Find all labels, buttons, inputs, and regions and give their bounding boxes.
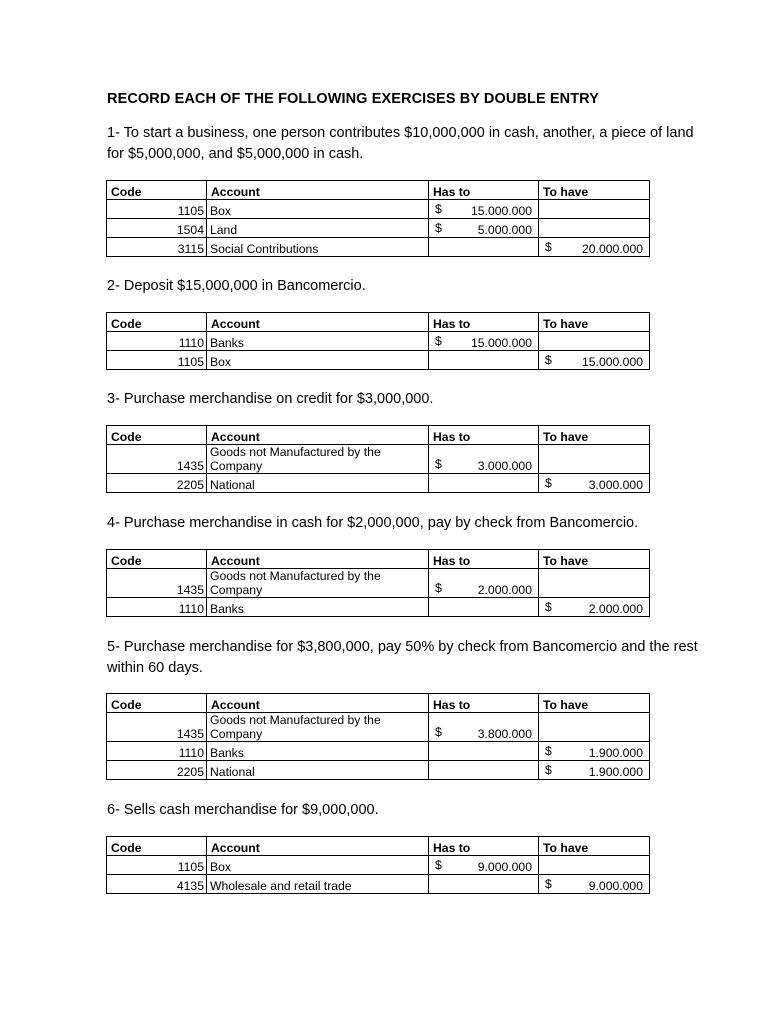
currency-symbol: $ xyxy=(435,725,442,739)
has-to-cell xyxy=(429,875,539,894)
currency-symbol: $ xyxy=(435,202,442,216)
has-to-cell xyxy=(429,238,539,257)
to-have-cell xyxy=(539,598,650,617)
account-name: Box xyxy=(207,200,429,219)
table-header-row xyxy=(107,550,650,569)
account-name: Wholesale and retail trade xyxy=(207,875,429,894)
header-code: Code xyxy=(107,550,207,569)
has-to-amount: 9.000.000 xyxy=(477,860,532,874)
to-have-amount: 2.000.000 xyxy=(588,602,643,616)
table-header-row xyxy=(107,837,650,856)
table-row xyxy=(107,332,650,351)
account-code: 2205 xyxy=(107,761,207,780)
header-account: Account xyxy=(207,313,429,332)
to-have-cell xyxy=(539,200,650,219)
header-account: Account xyxy=(207,837,429,856)
account-name: National xyxy=(207,761,429,780)
header-code: Code xyxy=(107,181,207,200)
to-have-cell xyxy=(539,332,650,351)
has-to-cell xyxy=(429,200,539,219)
account-code: 2205 xyxy=(107,474,207,493)
currency-symbol: $ xyxy=(545,600,552,614)
header-to-have: To have xyxy=(539,426,650,445)
exercise-prompt: 4- Purchase merchandise in cash for $2,000,000, pay by check from Bancomercio. xyxy=(107,515,639,531)
account-name: Goods not Manufactured by the Company xyxy=(207,713,429,742)
has-to-cell xyxy=(429,713,539,742)
table-row xyxy=(107,445,650,474)
journal-entry-table xyxy=(106,425,650,493)
account-code: 4135 xyxy=(107,875,207,894)
journal-entry-table xyxy=(106,549,650,617)
account-name: Banks xyxy=(207,742,429,761)
to-have-cell xyxy=(539,856,650,875)
account-name: Land xyxy=(207,219,429,238)
exercise-prompt: 2- Deposit $15,000,000 in Bancomercio. xyxy=(107,278,366,294)
table-row xyxy=(107,598,650,617)
currency-symbol: $ xyxy=(435,457,442,471)
account-name: Banks xyxy=(207,598,429,617)
header-to-have: To have xyxy=(539,550,650,569)
has-to-cell xyxy=(429,219,539,238)
account-code: 1110 xyxy=(107,598,207,617)
has-to-cell xyxy=(429,761,539,780)
has-to-cell xyxy=(429,598,539,617)
header-to-have: To have xyxy=(539,181,650,200)
journal-entry-table xyxy=(106,693,650,780)
table-row xyxy=(107,238,650,257)
journal-entry-table xyxy=(106,312,650,370)
to-have-cell xyxy=(539,219,650,238)
exercise-prompt: 6- Sells cash merchandise for $9,000,000. xyxy=(107,802,379,818)
account-code: 1435 xyxy=(107,569,207,598)
to-have-cell xyxy=(539,875,650,894)
table-header-row xyxy=(107,694,650,713)
account-name: Box xyxy=(207,856,429,875)
table-row xyxy=(107,713,650,742)
header-account: Account xyxy=(207,181,429,200)
has-to-amount: 5.000.000 xyxy=(477,223,532,237)
table-row xyxy=(107,200,650,219)
currency-symbol: $ xyxy=(545,877,552,891)
table-header-row xyxy=(107,313,650,332)
exercise-prompt: 1- To start a business, one person contributes $10,000,000 in cash, another, a piece of land for $5,000,000, and $5,000,000 in cash. xyxy=(107,125,694,162)
has-to-cell xyxy=(429,569,539,598)
account-code: 1105 xyxy=(107,200,207,219)
table-row xyxy=(107,569,650,598)
account-code: 1110 xyxy=(107,742,207,761)
to-have-amount: 15.000.000 xyxy=(582,355,643,369)
currency-symbol: $ xyxy=(435,221,442,235)
header-code: Code xyxy=(107,694,207,713)
to-have-cell xyxy=(539,474,650,493)
currency-symbol: $ xyxy=(435,334,442,348)
to-have-amount: 1.900.000 xyxy=(588,765,643,779)
has-to-cell xyxy=(429,332,539,351)
table-row xyxy=(107,351,650,370)
currency-symbol: $ xyxy=(545,353,552,367)
header-has-to: Has to xyxy=(429,694,539,713)
to-have-cell xyxy=(539,351,650,370)
account-code: 1105 xyxy=(107,351,207,370)
has-to-cell xyxy=(429,856,539,875)
to-have-cell xyxy=(539,761,650,780)
header-to-have: To have xyxy=(539,837,650,856)
account-code: 1435 xyxy=(107,445,207,474)
header-has-to: Has to xyxy=(429,181,539,200)
to-have-cell xyxy=(539,742,650,761)
to-have-cell xyxy=(539,238,650,257)
to-have-cell xyxy=(539,713,650,742)
table-row xyxy=(107,856,650,875)
to-have-amount: 3.000.000 xyxy=(588,478,643,492)
currency-symbol: $ xyxy=(545,240,552,254)
account-code: 3115 xyxy=(107,238,207,257)
journal-entry-table xyxy=(106,180,650,257)
header-has-to: Has to xyxy=(429,550,539,569)
account-name: Social Contributions xyxy=(207,238,429,257)
currency-symbol: $ xyxy=(545,744,552,758)
table-row xyxy=(107,875,650,894)
has-to-cell xyxy=(429,742,539,761)
account-name: Goods not Manufactured by the Company xyxy=(207,445,429,474)
currency-symbol: $ xyxy=(435,858,442,872)
journal-entry-table xyxy=(106,836,650,894)
table-row xyxy=(107,219,650,238)
to-have-amount: 20.000.000 xyxy=(582,242,643,256)
account-name: Box xyxy=(207,351,429,370)
table-header-row xyxy=(107,426,650,445)
header-code: Code xyxy=(107,837,207,856)
account-code: 1504 xyxy=(107,219,207,238)
table-row xyxy=(107,761,650,780)
header-account: Account xyxy=(207,550,429,569)
header-has-to: Has to xyxy=(429,426,539,445)
to-have-amount: 1.900.000 xyxy=(588,746,643,760)
has-to-amount: 15.000.000 xyxy=(471,336,532,350)
to-have-cell xyxy=(539,445,650,474)
account-code: 1110 xyxy=(107,332,207,351)
table-row xyxy=(107,474,650,493)
has-to-cell xyxy=(429,474,539,493)
has-to-amount: 2.000.000 xyxy=(477,583,532,597)
account-name: Goods not Manufactured by the Company xyxy=(207,569,429,598)
header-code: Code xyxy=(107,313,207,332)
header-to-have: To have xyxy=(539,313,650,332)
currency-symbol: $ xyxy=(545,763,552,777)
has-to-cell xyxy=(429,351,539,370)
to-have-cell xyxy=(539,569,650,598)
header-has-to: Has to xyxy=(429,837,539,856)
header-account: Account xyxy=(207,426,429,445)
has-to-amount: 15.000.000 xyxy=(471,204,532,218)
account-code: 1105 xyxy=(107,856,207,875)
header-to-have: To have xyxy=(539,694,650,713)
has-to-cell xyxy=(429,445,539,474)
account-name: Banks xyxy=(207,332,429,351)
account-code: 1435 xyxy=(107,713,207,742)
currency-symbol: $ xyxy=(545,476,552,490)
has-to-amount: 3.000.000 xyxy=(477,459,532,473)
exercise-prompt: 5- Purchase merchandise for $3,800,000, pay 50% by check from Bancomercio and the rest within 60 days. xyxy=(107,639,698,676)
header-account: Account xyxy=(207,694,429,713)
document-title: RECORD EACH OF THE FOLLOWING EXERCISES BY DOUBLE ENTRY xyxy=(107,91,599,107)
exercise-prompt: 3- Purchase merchandise on credit for $3,000,000. xyxy=(107,391,434,407)
currency-symbol: $ xyxy=(435,581,442,595)
header-has-to: Has to xyxy=(429,313,539,332)
table-header-row xyxy=(107,181,650,200)
table-row xyxy=(107,742,650,761)
to-have-amount: 9.000.000 xyxy=(588,879,643,893)
header-code: Code xyxy=(107,426,207,445)
has-to-amount: 3.800.000 xyxy=(477,727,532,741)
account-name: National xyxy=(207,474,429,493)
